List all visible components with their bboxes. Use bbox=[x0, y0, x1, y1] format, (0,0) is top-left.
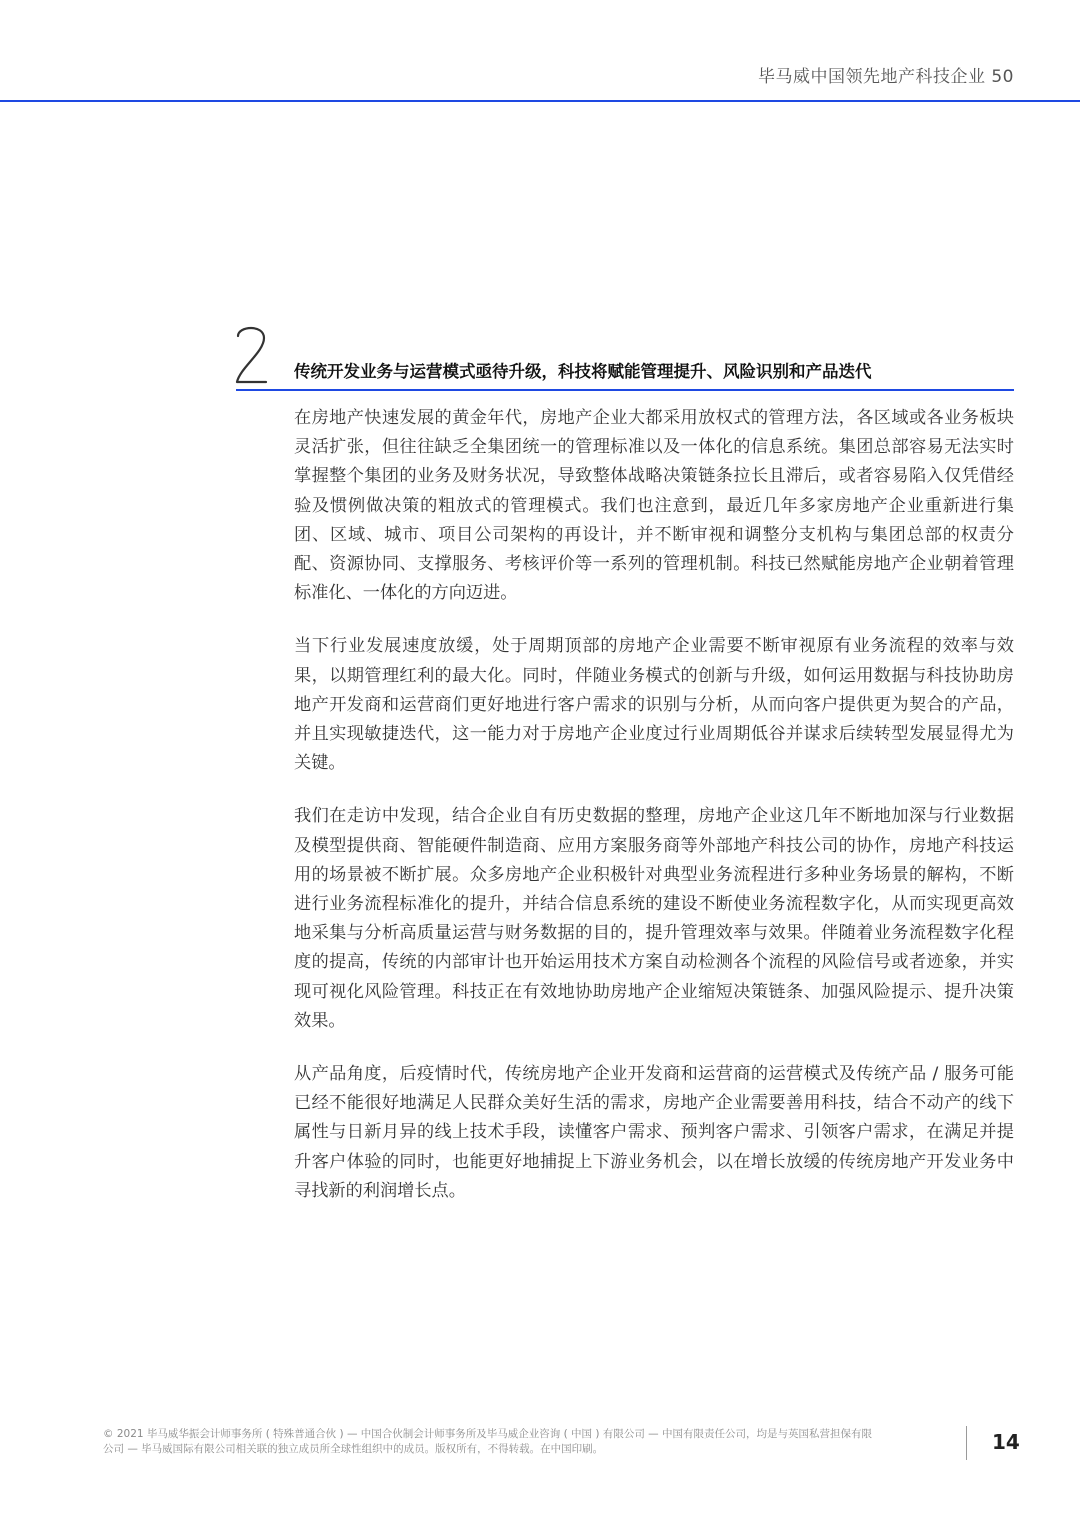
body-text bbox=[294, 404, 1014, 1230]
footer-copyright-line-2: 公司 — 毕马威国际有限公司相关联的独立成员所全球性组织中的成员。版权所有，不得转载。在中国印刷。 bbox=[103, 1443, 604, 1455]
page-number: 14 bbox=[992, 1430, 1020, 1454]
section-divider bbox=[236, 389, 1014, 391]
paragraph-1: 在房地产快速发展的黄金年代，房地产企业大都采用放权式的管理方法，各区域或各业务板块灵活扩张，但往往缺乏全集团统一的管理标准以及一体化的信息系统。集团总部容易无法实时掌握整个集团的业务及财务状况，导致整体战略决策链条拉长且滞后，或者容易陷入仅凭借经验及惯例做决策的粗放式的管理模式。我们也注意到，最近几年多家房地产企业重新进行集团、区域、城市、项目公司架构的再设计，并不断审视和调整分支机构与集团总部的权责分配、资源协同、支撑服务、考核评价等一系列的管理机制。科技已然赋能房地产企业朝着管理标准化、一体化的方向迈进。 bbox=[294, 408, 1014, 604]
paragraph-3: 我们在走访中发现，结合企业自有历史数据的整理，房地产企业这几年不断地加深与行业数据及模型提供商、智能硬件制造商、应用方案服务商等外部地产科技公司的协作，房地产科技运用的场景被不断扩展。众多房地产企业积极针对典型业务流程进行多种业务场景的解构，不断进行业务流程标准化的提升，并结合信息系统的建设不断使业务流程数字化，从而实现更高效地采集与分析高质量运营与财务数据的目的，提升管理效率与效果。伴随着业务流程数字化程度的提高，传统的内部审计也开始运用技术方案自动检测各个流程的风险信号或者迹象，并实现可视化风险管理。科技正在有效地协助房地产企业缩短决策链条、加强风险提示、提升决策效果。 bbox=[294, 806, 1014, 1031]
header-title: 毕马威中国领先地产科技企业 50 bbox=[757, 67, 1014, 87]
section-number-2 bbox=[234, 322, 268, 384]
paragraph-2: 当下行业发展速度放缓，处于周期顶部的房地产企业需要不断审视原有业务流程的效率与效果，以期管理红利的最大化。同时，伴随业务模式的创新与升级，如何运用数据与科技协助房地产开发商和运营商们更好地进行客户需求的识别与分析，从而向客户提供更为契合的产品，并且实现敏捷迭代，这一能力对于房地产企业度过行业周期低谷并谋求后续转型发展显得尤为关键。 bbox=[294, 636, 1014, 774]
footer-copyright-line-1: © 2021 毕马威华振会计师事务所 ( 特殊普通合伙 ) — 中国合伙制会计师事务所及毕马威企业咨询 ( 中国 ) 有限公司 — 中国有限责任公司，均是与英国私营担保有限 bbox=[103, 1428, 872, 1440]
footer-divider bbox=[966, 1426, 967, 1460]
footer-copyright bbox=[103, 1427, 948, 1457]
header-rule bbox=[0, 100, 1080, 102]
section-heading: 传统开发业务与运营模式亟待升级，科技将赋能管理提升、风险识别和产品迭代 bbox=[294, 362, 872, 381]
paragraph-4: 从产品角度，后疫情时代，传统房地产企业开发商和运营商的运营模式及传统产品 / 服务可能已经不能很好地满足人民群众美好生活的需求，房地产企业需要善用科技，结合不动产的线下属性与日新月异的线上技术手段，读懂客户需求、预判客户需求、引领客户需求，在满足并提升客户体验的同时，也能更好地捕捉上下游业务机会，以在增长放缓的传统房地产开发业务中寻找新的利润增长点。 bbox=[294, 1064, 1014, 1201]
